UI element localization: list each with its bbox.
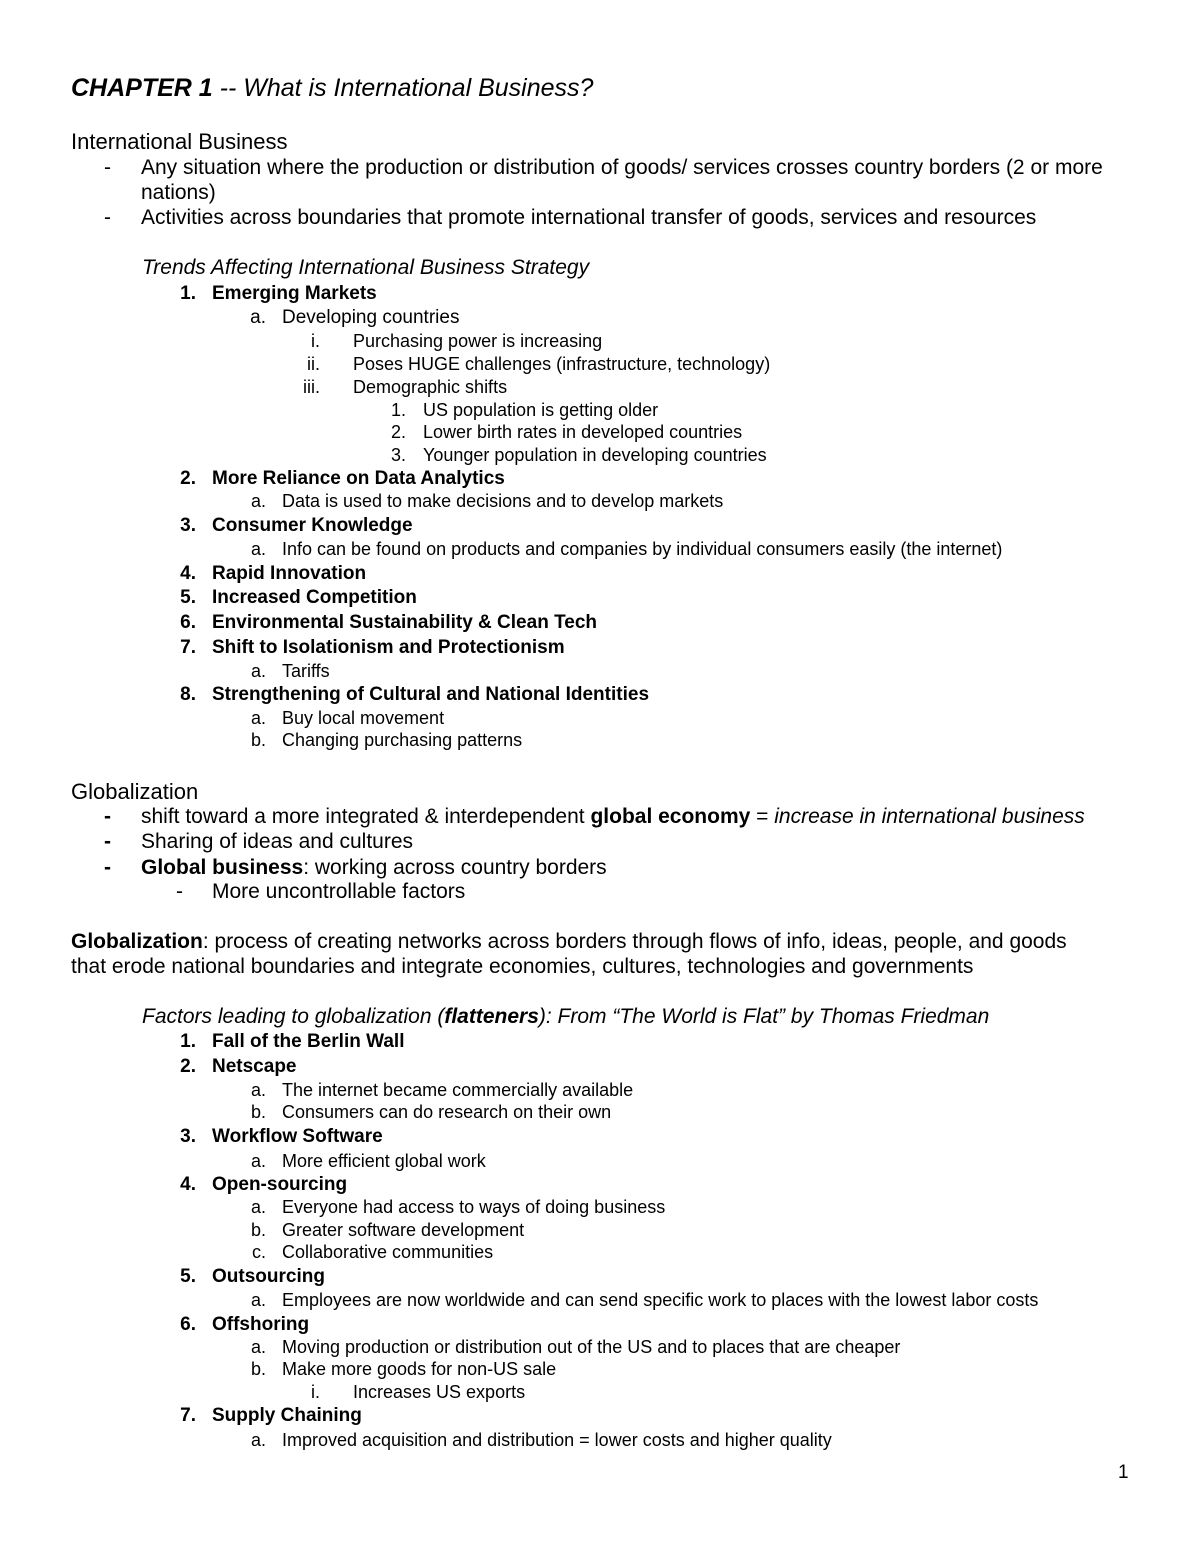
list-item: Buy local movement	[282, 708, 445, 728]
chapter-title	[71, 76, 593, 101]
bullet-text-emphasis: increase in international business	[774, 805, 1085, 828]
list-marker: a.	[250, 307, 266, 328]
section-heading-globalization: Globalization	[71, 779, 199, 804]
bullet-text: Activities across boundaries that promote international transfer of goods, services and resources	[141, 206, 1037, 229]
bullet-dash: -	[176, 880, 183, 903]
trend-title: Emerging Markets	[212, 283, 377, 304]
term-global-business: Global business	[141, 856, 304, 879]
list-item: Collaborative communities	[282, 1242, 494, 1262]
factors-heading	[142, 1006, 989, 1027]
list-number: 7.	[180, 1405, 196, 1426]
bullet-text-plain: shift toward a more integrated & interdependent	[141, 805, 591, 828]
equals-sign: =	[750, 805, 775, 828]
list-number: 3.	[180, 515, 196, 536]
list-marker: iii.	[303, 377, 320, 397]
list-number: 6.	[180, 1314, 196, 1335]
list-marker: 3.	[390, 445, 406, 465]
list-marker: a.	[250, 491, 266, 511]
bullet-dash: -	[104, 206, 111, 229]
list-number: 1.	[180, 1031, 196, 1052]
list-item: More efficient global work	[282, 1151, 486, 1171]
list-marker: a.	[250, 1080, 266, 1100]
list-item: Changing purchasing patterns	[282, 730, 523, 750]
chapter-name: What is International Business?	[243, 74, 594, 102]
definition-line	[71, 931, 1067, 952]
bullet-text: More uncontrollable factors	[212, 880, 466, 903]
trend-title: Shift to Isolationism and Protectionism	[212, 637, 565, 658]
list-marker: a.	[250, 1197, 266, 1217]
bullet-text	[141, 857, 607, 878]
list-item: US population is getting older	[423, 400, 659, 420]
trend-title: Consumer Knowledge	[212, 515, 413, 536]
list-item: Younger population in developing countries	[423, 445, 767, 465]
definition-text: : process of creating networks across borders through flows of info, ideas, people, and goods	[202, 930, 1067, 953]
factor-title: Supply Chaining	[212, 1405, 362, 1426]
list-item: Everyone had access to ways of doing business	[282, 1197, 666, 1217]
factor-title: Open-sourcing	[212, 1174, 348, 1195]
bullet-dash: -	[104, 805, 111, 828]
list-item: Increases US exports	[353, 1382, 526, 1402]
list-marker: a.	[250, 1430, 266, 1450]
bullet-dash: -	[104, 830, 111, 853]
trend-title: Rapid Innovation	[212, 563, 367, 584]
term-global-economy: global economy	[590, 805, 751, 828]
list-item: Developing countries	[282, 307, 460, 328]
trend-title: Increased Competition	[212, 587, 417, 608]
list-item: Make more goods for non-US sale	[282, 1359, 557, 1379]
list-item: Greater software development	[282, 1220, 525, 1240]
factor-title: Workflow Software	[212, 1126, 383, 1147]
list-marker: a.	[250, 708, 266, 728]
list-number: 4.	[180, 1174, 196, 1195]
list-item: Employees are now worldwide and can send specific work to places with the lowest labor costs	[282, 1290, 1039, 1310]
term-flatteners: flatteners	[444, 1005, 539, 1028]
trend-title: Environmental Sustainability & Clean Tech	[212, 612, 598, 633]
list-item: Moving production or distribution out of the US and to places that are cheaper	[282, 1337, 901, 1357]
list-item: The internet became commercially available	[282, 1080, 634, 1100]
bullet-text	[141, 806, 1085, 827]
bullet-text: Any situation where the production or distribution of goods/ services crosses country borders (2 or more	[141, 156, 1103, 179]
trend-title: More Reliance on Data Analytics	[212, 468, 505, 489]
list-number: 3.	[180, 1126, 196, 1147]
definition-line: that erode national boundaries and integrate economies, cultures, technologies and governments	[71, 955, 974, 978]
list-marker: a.	[250, 661, 266, 681]
bullet-text-continued: nations)	[141, 181, 216, 204]
list-number: 5.	[180, 587, 196, 608]
list-marker: a.	[250, 1151, 266, 1171]
list-marker: i.	[311, 1382, 320, 1402]
list-item: Consumers can do research on their own	[282, 1102, 612, 1122]
list-number: 5.	[180, 1266, 196, 1287]
list-marker: a.	[250, 539, 266, 559]
list-number: 1.	[180, 283, 196, 304]
list-marker: i.	[311, 331, 320, 351]
factor-title: Netscape	[212, 1056, 297, 1077]
list-marker: c.	[251, 1242, 266, 1262]
list-marker: b.	[250, 1220, 266, 1240]
factor-title: Outsourcing	[212, 1266, 325, 1287]
list-marker: 2.	[390, 422, 406, 442]
factor-title: Offshoring	[212, 1314, 310, 1335]
trends-heading: Trends Affecting International Business Strategy	[142, 256, 590, 279]
list-marker: b.	[250, 1359, 266, 1379]
list-marker: ii.	[307, 354, 320, 374]
list-marker: a.	[250, 1290, 266, 1310]
list-number: 6.	[180, 612, 196, 633]
factors-heading-text: ): From “The World is Flat” by Thomas Friedman	[538, 1005, 990, 1028]
list-number: 7.	[180, 637, 196, 658]
list-item: Data is used to make decisions and to develop markets	[282, 491, 724, 511]
list-number: 4.	[180, 563, 196, 584]
list-item: Demographic shifts	[353, 377, 508, 397]
page-number: 1	[1118, 1462, 1129, 1483]
list-item: Improved acquisition and distribution = lower costs and higher quality	[282, 1430, 832, 1450]
factor-title: Fall of the Berlin Wall	[212, 1031, 405, 1052]
list-item: Lower birth rates in developed countries	[423, 422, 743, 442]
bullet-text: Sharing of ideas and cultures	[141, 830, 414, 853]
list-item: Poses HUGE challenges (infrastructure, technology)	[353, 354, 771, 374]
bullet-text-plain: : working across country borders	[303, 856, 607, 879]
list-item: Purchasing power is increasing	[353, 331, 603, 351]
list-item: Info can be found on products and companies by individual consumers easily (the internet)	[282, 539, 1003, 559]
chapter-label: CHAPTER 1	[71, 74, 213, 102]
list-number: 2.	[180, 1056, 196, 1077]
list-marker: 1.	[390, 400, 406, 420]
term-globalization: Globalization	[71, 930, 203, 953]
list-marker: b.	[250, 1102, 266, 1122]
bullet-dash: -	[104, 856, 111, 879]
chapter-separator: --	[212, 74, 244, 102]
section-heading-international-business: International Business	[71, 129, 288, 154]
list-marker: b.	[250, 730, 266, 750]
factors-heading-text: Factors leading to globalization (	[142, 1005, 445, 1028]
list-number: 8.	[180, 684, 196, 705]
list-item: Tariffs	[282, 661, 330, 681]
list-number: 2.	[180, 468, 196, 489]
bullet-dash: -	[104, 156, 111, 179]
trend-title: Strengthening of Cultural and National Identities	[212, 684, 650, 705]
list-marker: a.	[250, 1337, 266, 1357]
